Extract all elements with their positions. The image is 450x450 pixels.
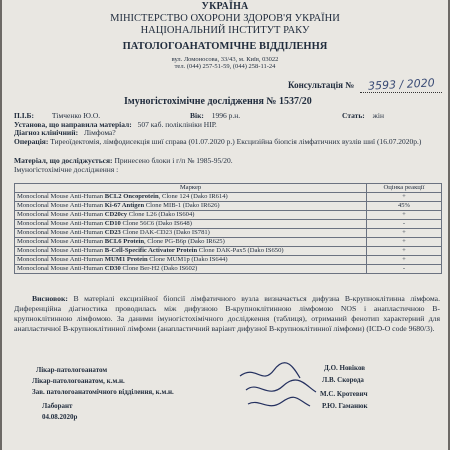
ministry-title: МІНІСТЕРСТВО ОХОРОНИ ЗДОРОВ'Я УКРАЇНИ — [110, 13, 340, 24]
signature-stroke — [240, 363, 300, 378]
result-cell: + — [367, 256, 442, 265]
material-label: Матеріал, що досліджується: — [14, 156, 113, 165]
table-row — [15, 256, 442, 265]
table-row — [15, 229, 442, 238]
result-cell: + — [367, 211, 442, 220]
table-row — [15, 211, 442, 220]
consultation-label: Консультація № — [288, 80, 355, 90]
marker-cell: Monoclonal Mouse Anti-Human CD30 Clone Ber-H2 (Dako IS602) — [15, 265, 367, 274]
signer-name-4: Р.Ю. Гаманюк — [322, 402, 368, 410]
document-title: Імуногістохімічне дослідження № 1537/20 — [124, 96, 312, 107]
marker-table — [14, 183, 442, 274]
marker-cell: Monoclonal Mouse Anti-Human BCL2 Oncoprotein, Clone 124 (Dako IR614) — [15, 193, 367, 202]
marker-cell: Monoclonal Mouse Anti-Human CD10 Clone 56C6 (Dako IS648) — [15, 220, 367, 229]
marker-cell: Monoclonal Mouse Anti-Human Ki-67 Antigen Clone MIB-1 (Dako IR626) — [15, 202, 367, 211]
table-row — [15, 193, 442, 202]
patient-sex: жін — [372, 111, 384, 120]
marker-name: MUM1 Protein — [104, 255, 148, 263]
department-title: ПАТОЛОГОАНАТОМІЧНЕ ВІДДІЛЕННЯ — [122, 41, 328, 52]
table-row — [15, 247, 442, 256]
conclusion-label: Висновок: — [32, 294, 68, 303]
marker-name: CD10 — [104, 219, 121, 227]
result-cell: 45% — [367, 202, 442, 211]
document-sheet — [2, 0, 448, 450]
result-cell: + — [367, 229, 442, 238]
signer-role-2: Лікар-патологоанатом, к.м.н. — [32, 377, 125, 385]
institution-value: 507 каб. поліклініки НІР. — [137, 120, 217, 129]
result-cell: - — [367, 265, 442, 274]
signature-stroke — [246, 380, 316, 392]
patient-name-row — [14, 112, 100, 120]
operation-value: Тиреоїдектомія, лімфодисекція шиї справа (01.07.2020 р.) Ексцизійна біопсія лімфатичних вузлів шиї (16.07.2020р.) — [50, 137, 422, 146]
marker-name: Ki-67 Antigen — [104, 201, 145, 209]
marker-cell: Monoclonal Mouse Anti-Human B-Cell-Specific Activator Protein Clone DAK-Pax5 (Dako IS650) — [15, 247, 367, 256]
patient-age-row — [190, 112, 240, 120]
marker-name: CD20cy — [104, 210, 128, 218]
conclusion-text: В матеріалі ексцизійної біопсії лімфатичного вузла визначається дифузна В-крупноклітинна лімфома. Диференційна діагностика проводилась між дифузною В-крупноклітинною лімфомою NOS і анапластичною В-крупноклітинною лімфомою. За даними імуногістохімічного дослідження (таблиця), отриманий фенотип характерний для анапластичної В-крупноклітинної лімфоми (анапластичний варіант дифузної В-крупноклітинної лімфоми) (ICD-O code 9680/3). — [14, 294, 441, 333]
patient-age-label: Вік: — [190, 111, 204, 120]
operation-label: Операція: — [14, 137, 49, 146]
table-row — [15, 202, 442, 211]
marker-cell: Monoclonal Mouse Anti-Human MUM1 Protein Clone MUM1p (Dako IS644) — [15, 256, 367, 265]
table-row — [15, 238, 442, 247]
table-row — [15, 265, 442, 274]
signature-stroke — [248, 397, 310, 406]
result-cell: + — [367, 247, 442, 256]
conclusion-block — [14, 294, 440, 333]
handwritten-signatures — [238, 360, 328, 420]
marker-cell: Monoclonal Mouse Anti-Human BCL6 Protein, Clone PG-B6p (Dako IR625) — [15, 238, 367, 247]
patient-sex-row — [342, 112, 384, 120]
phone-line: тел. (044) 257-51-59, (044) 258-11-24 — [174, 63, 276, 70]
operation-row — [14, 138, 434, 146]
patient-name: Тімченко Ю.О. — [51, 111, 101, 120]
consultation-underline — [360, 92, 442, 93]
institution-label: Установа, що направила матеріал: — [14, 120, 132, 129]
signer-role-4: Лаборант — [42, 402, 73, 410]
patient-name-label: П.І.Б: — [14, 111, 34, 120]
patient-age: 1996 р.н. — [211, 111, 241, 120]
ihc-line: Імуногістохімічне дослідження : — [14, 165, 119, 174]
country-title: УКРАЇНА — [201, 1, 249, 12]
consultation-number: 3593 / 2020 — [367, 76, 435, 93]
marker-name: CD30 — [104, 264, 121, 272]
table-row — [15, 220, 442, 229]
patient-sex-label: Стать: — [342, 111, 365, 120]
signer-role-3: Зав. патологоанатомічного відділення, к.м.н. — [32, 388, 174, 396]
marker-cell: Monoclonal Mouse Anti-Human CD23 Clone DAK-CD23 (Dako IS781) — [15, 229, 367, 238]
diagnosis-value: Лімфома? — [83, 128, 116, 137]
result-cell: + — [367, 193, 442, 202]
material-row — [14, 157, 434, 165]
diagnosis-row — [14, 129, 116, 137]
marker-cell: Monoclonal Mouse Anti-Human CD20cy Clone L26 (Dako IS604) — [15, 211, 367, 220]
diagnosis-label: Діагноз клінічний: — [14, 128, 79, 137]
signer-name-1: Д.О. Новіков — [324, 364, 366, 372]
column-header-marker: Маркер — [15, 184, 367, 193]
column-header-result: Оцінка реакції — [367, 184, 442, 193]
institute-title: НАЦІОНАЛЬНИЙ ІНСТИТУТ РАКУ — [140, 25, 310, 36]
material-value: Принесено блоки і г/п № 1985-95/20. — [114, 156, 233, 165]
address-line: вул. Ломоносова, 33/43, м. Київ, 03022 — [171, 56, 279, 63]
table-header-row — [15, 184, 442, 193]
signer-role-1: Лікар-патологоанатом — [36, 366, 108, 374]
signer-name-2: Л.В. Скорода — [322, 376, 364, 384]
marker-name: B-Cell-Specific Activator Protein — [104, 246, 198, 254]
result-cell: + — [367, 238, 442, 247]
marker-name: BCL6 Protein — [104, 237, 144, 245]
result-cell: - — [367, 220, 442, 229]
report-date: 04.08.2020р — [42, 413, 78, 421]
signer-name-3: М.С. Кротевич — [320, 390, 368, 398]
marker-name: BCL2 Oncoprotein — [104, 192, 159, 200]
marker-name: CD23 — [104, 228, 121, 236]
